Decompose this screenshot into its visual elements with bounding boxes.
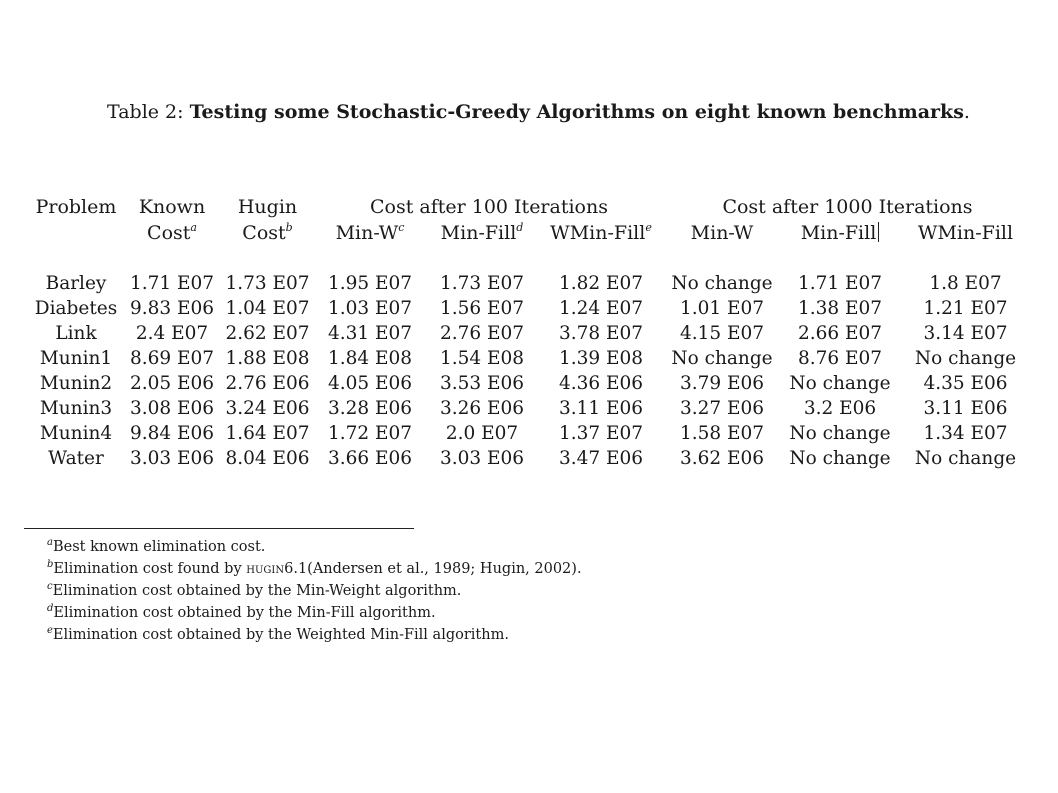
cell-minfill100: 2.0 E07 [445, 423, 519, 444]
cell-hugin: 1.64 E07 [225, 423, 310, 444]
table-row [28, 346, 1032, 371]
cell-known: 1.71 E07 [129, 273, 215, 294]
cell-minw1000: 3.27 E06 [679, 398, 765, 419]
cell-wminfill100: 1.24 E07 [558, 298, 644, 319]
footnote-c-text: Elimination cost obtained by the Min-Weight algorithm. [52, 583, 462, 599]
cell-known: 3.08 E06 [129, 398, 215, 419]
header-minfill-1000 [781, 219, 899, 246]
header-minfill-100-label: Min-Fill [440, 221, 517, 244]
caption-prefix: Table 2: [107, 101, 190, 123]
header-minfill-100 [425, 219, 539, 246]
cell-wminfill1000: 3.14 E07 [923, 323, 1008, 344]
footnote-a [47, 536, 582, 558]
cell-hugin: 8.04 E06 [225, 448, 310, 469]
header-known-label: Cost [147, 221, 191, 244]
cell-known: 3.03 E06 [129, 448, 215, 469]
cell-minfill1000: 3.2 E06 [803, 398, 877, 419]
cell-known: 2.05 E06 [129, 373, 215, 394]
header-wminfill-100 [539, 219, 663, 246]
table-row [28, 446, 1032, 471]
caption-suffix: . [963, 101, 970, 123]
footnote-b-pre: Elimination cost found by [53, 561, 247, 577]
cell-minw1000: No change [671, 273, 773, 294]
table-row [28, 371, 1032, 396]
cell-minw100: 3.66 E06 [327, 448, 413, 469]
cell-minw1000: 4.15 E07 [679, 323, 765, 344]
cursor-mark [878, 222, 879, 242]
cell-wminfill100: 3.47 E06 [558, 448, 644, 469]
cell-minfill1000: 1.38 E07 [797, 298, 883, 319]
footnote-d [47, 602, 582, 624]
cell-wminfill1000: 1.8 E07 [929, 273, 1002, 294]
header-minw-100-label: Min-W [335, 221, 399, 244]
caption-title: Testing some Stochastic-Greedy Algorithms on eight known benchmarks [189, 101, 964, 123]
cell-minfill100: 1.56 E07 [439, 298, 525, 319]
cell-wminfill100: 3.78 E07 [558, 323, 644, 344]
header-hugin-label: Cost [242, 221, 286, 244]
header-hugin-bottom [220, 219, 315, 246]
cell-wminfill1000: 3.11 E06 [923, 398, 1008, 419]
header-row-top [28, 194, 1032, 219]
cell-minw100: 1.72 E07 [327, 423, 413, 444]
cell-wminfill100: 1.82 E07 [558, 273, 644, 294]
footnote-rule [24, 528, 414, 529]
cell-known: 9.84 E06 [129, 423, 215, 444]
cell-minfill1000: 8.76 E07 [797, 348, 883, 369]
cell-hugin: 1.73 E07 [225, 273, 310, 294]
cell-minw100: 4.05 E06 [327, 373, 413, 394]
table-row [28, 396, 1032, 421]
cell-minfill100: 2.76 E07 [439, 323, 525, 344]
footnote-e-mark: e [47, 625, 53, 636]
cell-wminfill1000: No change [914, 448, 1017, 469]
header-group-1000: Cost after 1000 Iterations [722, 195, 973, 218]
header-row-bottom [28, 219, 1032, 246]
cell-minfill100: 3.03 E06 [439, 448, 525, 469]
cell-known: 2.4 E07 [135, 323, 209, 344]
header-known-top: Known [138, 195, 206, 218]
footnote-a-mark: a [47, 537, 53, 548]
footnote-c [47, 580, 582, 602]
cell-hugin: 1.88 E08 [225, 348, 310, 369]
cell-hugin: 2.62 E07 [225, 323, 310, 344]
header-known-bottom [124, 219, 220, 246]
cell-known: 8.69 E07 [129, 348, 215, 369]
footnotes [47, 536, 582, 646]
footnote-b-mark: b [47, 559, 54, 570]
footnote-d-text: Elimination cost obtained by the Min-Fill algorithm. [53, 605, 436, 621]
footnote-e-text: Elimination cost obtained by the Weighted Min-Fill algorithm. [52, 627, 509, 643]
cell-hugin: 1.04 E07 [225, 298, 310, 319]
cell-problem: Link [55, 323, 97, 344]
cell-known: 9.83 E06 [129, 298, 215, 319]
cell-minfill1000: 2.66 E07 [797, 323, 883, 344]
cell-problem: Munin4 [39, 423, 113, 444]
table-row [28, 321, 1032, 346]
cell-minw100: 1.03 E07 [327, 298, 413, 319]
table-caption [107, 101, 970, 123]
header-hugin-top: Hugin [237, 195, 298, 218]
footnote-a-text: Best known elimination cost. [52, 539, 266, 555]
cell-minfill100: 3.26 E06 [439, 398, 525, 419]
footnote-mark-a: a [190, 220, 197, 234]
header-wminfill-1000: WMin-Fill [917, 221, 1014, 244]
cell-minfill100: 1.54 E08 [439, 348, 525, 369]
table-body [28, 271, 1032, 471]
header-group-100: Cost after 100 Iterations [369, 195, 608, 218]
cell-problem: Munin3 [39, 398, 113, 419]
cell-minw100: 4.31 E07 [327, 323, 413, 344]
header-problem: Problem [35, 195, 117, 218]
footnote-e [47, 624, 582, 646]
cell-problem: Munin1 [39, 348, 113, 369]
table-row [28, 421, 1032, 446]
footnote-mark-c: c [398, 220, 405, 234]
cell-minw100: 1.84 E08 [327, 348, 413, 369]
cell-minfill1000: No change [789, 448, 891, 469]
cell-wminfill100: 4.36 E06 [558, 373, 644, 394]
cell-minfill1000: 1.71 E07 [797, 273, 883, 294]
cell-minw1000: 3.62 E06 [679, 448, 765, 469]
header-wminfill-100-label: WMin-Fill [550, 221, 646, 244]
footnote-mark-e: e [645, 220, 652, 234]
cell-minfill1000: No change [789, 373, 891, 394]
table-row [28, 271, 1032, 296]
footnote-d-mark: d [47, 603, 54, 614]
table-row [28, 296, 1032, 321]
footnote-b [47, 558, 582, 580]
cell-minw1000: No change [671, 348, 773, 369]
footnote-mark-b: b [285, 220, 293, 234]
footnote-b-post: 6.1(Andersen et al., 1989; Hugin, 2002). [284, 561, 582, 577]
cell-wminfill100: 1.37 E07 [558, 423, 644, 444]
footnote-c-mark: c [47, 581, 53, 592]
cell-problem: Munin2 [39, 373, 113, 394]
header-minw-100 [315, 219, 425, 246]
header-minw-1000: Min-W [690, 221, 754, 244]
footnote-b-smallcaps: hugin [246, 561, 285, 577]
cell-minw1000: 1.01 E07 [679, 298, 765, 319]
cell-problem: Water [48, 448, 104, 469]
cell-hugin: 3.24 E06 [225, 398, 310, 419]
cell-wminfill100: 3.11 E06 [558, 398, 644, 419]
cell-minw1000: 1.58 E07 [679, 423, 765, 444]
cell-minfill100: 1.73 E07 [439, 273, 525, 294]
footnote-mark-d: d [516, 220, 524, 234]
cell-minfill1000: No change [789, 423, 891, 444]
cell-problem: Diabetes [34, 298, 118, 319]
cell-wminfill100: 1.39 E08 [558, 348, 644, 369]
cell-minw1000: 3.79 E06 [679, 373, 765, 394]
results-table [28, 194, 1032, 471]
cell-minw100: 3.28 E06 [327, 398, 413, 419]
cell-wminfill1000: 1.21 E07 [923, 298, 1008, 319]
cell-minw100: 1.95 E07 [327, 273, 413, 294]
header-minfill-1000-label: Min-Fill [800, 221, 877, 244]
cell-problem: Barley [45, 273, 107, 294]
cell-wminfill1000: 1.34 E07 [923, 423, 1008, 444]
cell-hugin: 2.76 E06 [225, 373, 310, 394]
cell-minfill100: 3.53 E06 [439, 373, 525, 394]
cell-wminfill1000: 4.35 E06 [923, 373, 1008, 394]
cell-wminfill1000: No change [914, 348, 1017, 369]
